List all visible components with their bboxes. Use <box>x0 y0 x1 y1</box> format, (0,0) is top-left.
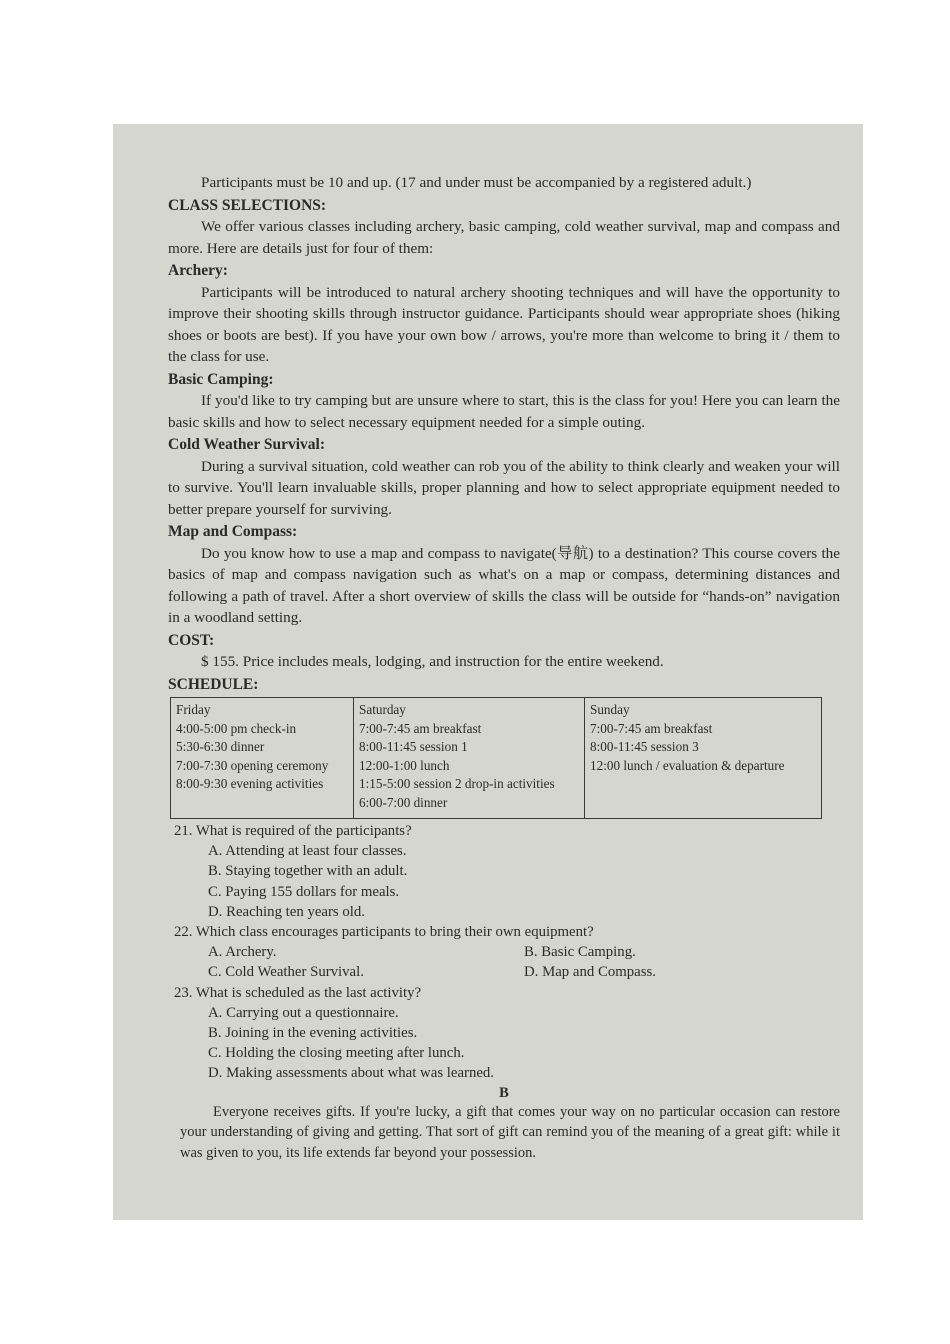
option: A. Carrying out a questionnaire. <box>208 1004 399 1021</box>
map-compass-heading: Map and Compass: <box>168 523 298 540</box>
option: B. Staying together with an adult. <box>208 863 408 880</box>
option: D. Making assessments about what was learned. <box>208 1065 495 1082</box>
cold-weather-text: During a survival situation, cold weather can rob you of the ability to think clearly and weaken your will to survive. You'll learn invaluable skills, proper planning and how to select appropriate equipment needed to better prepare yourself for surviving. <box>168 457 840 518</box>
option: C. Holding the closing meeting after lunch. <box>208 1045 465 1062</box>
cost-text: $ 155. Price includes meals, lodging, and instruction for the entire weekend. <box>201 653 664 670</box>
basic-camping-text: If you'd like to try camping but are unsure where to start, this is the class for you! Here you can learn the basic skills and how to select necessary equipment needed for a simple outing. <box>168 392 840 431</box>
schedule-table <box>170 697 822 819</box>
page-content <box>168 172 840 1163</box>
option: C. Paying 155 dollars for meals. <box>208 883 400 900</box>
option-row <box>168 962 840 982</box>
option: A. Attending at least four classes. <box>208 843 407 860</box>
exam-page <box>113 124 863 1220</box>
map-compass-text: Do you know how to use a map and compass to navigate(导航) to a destination? This course covers the basics of map and compass navigation such as what's on a map or compass, determining distances and following a path of travel. After a short overview of skills the class will be outside for “hands-on” navigation in a woodland setting. <box>168 544 840 626</box>
schedule-item: 1:15-5:00 session 2 drop-in activities <box>359 776 555 791</box>
archery-text: Participants will be introduced to natural archery shooting techniques and will have the opportunity to improve their shooting skills through instructor guidance. Participants should wear appropriate shoes (hiking shoes or boots are best). If you have your own bow / arrows, you're more than welcome to bring it / them to the class for use. <box>168 283 840 365</box>
class-selections-heading: CLASS SELECTIONS: <box>168 196 327 214</box>
question-stem: 22. Which class encourages participants to bring their own equipment? <box>174 924 594 941</box>
schedule-saturday <box>354 698 585 819</box>
schedule-item: 4:00-5:00 pm check-in <box>176 720 297 736</box>
section-b-label: B <box>499 1084 509 1101</box>
question-22 <box>168 922 840 983</box>
schedule-item: 12:00 lunch / evaluation & departure <box>590 757 785 773</box>
schedule-heading: SCHEDULE: <box>168 675 259 693</box>
option: B. Basic Camping. <box>524 944 636 961</box>
question-stem: 23. What is scheduled as the last activity? <box>174 984 422 1001</box>
schedule-friday <box>171 698 354 819</box>
schedule-item: 7:00-7:45 am breakfast <box>359 720 482 736</box>
option: C. Cold Weather Survival. <box>208 964 364 981</box>
cost-heading: COST: <box>168 631 215 649</box>
question-23 <box>168 983 840 1084</box>
option-row <box>168 942 840 962</box>
question-21 <box>168 821 840 922</box>
option: D. Reaching ten years old. <box>208 903 365 920</box>
option: B. Joining in the evening activities. <box>208 1025 418 1042</box>
option: D. Map and Compass. <box>524 964 656 981</box>
day-label: Sunday <box>590 702 630 717</box>
schedule-item: 8:00-9:30 evening activities <box>176 776 324 791</box>
basic-camping-heading: Basic Camping: <box>168 370 274 388</box>
schedule-item: 12:00-1:00 lunch <box>359 757 450 773</box>
day-label: Saturday <box>359 702 406 717</box>
cold-weather-heading: Cold Weather Survival: <box>168 436 326 453</box>
section-b-passage: Everyone receives gifts. If you're lucky, a gift that comes your way on no particular occasion can restore your understanding of giving and getting. That sort of gift can remind you of the meaning of a great gift: while it was given to you, its life extends far beyond your possession. <box>180 1103 840 1161</box>
schedule-item: 6:00-7:00 dinner <box>359 794 448 810</box>
option: A. Archery. <box>208 944 277 961</box>
schedule-item: 5:30-6:30 dinner <box>176 739 265 754</box>
schedule-item: 7:00-7:45 am breakfast <box>590 720 713 736</box>
day-label: Friday <box>176 702 211 717</box>
intro-paragraph: Participants must be 10 and up. (17 and under must be accompanied by a registered adult.) <box>201 174 752 191</box>
archery-heading: Archery: <box>168 262 228 279</box>
schedule-item: 7:00-7:30 opening ceremony <box>176 757 329 773</box>
class-selections-text: We offer various classes including archery, basic camping, cold weather survival, map and compass and more. Here are details just for four of them: <box>168 218 840 257</box>
schedule-sunday <box>585 698 822 819</box>
question-stem: 21. What is required of the participants? <box>174 823 412 839</box>
schedule-item: 8:00-11:45 session 3 <box>590 739 699 754</box>
schedule-item: 8:00-11:45 session 1 <box>359 739 468 754</box>
